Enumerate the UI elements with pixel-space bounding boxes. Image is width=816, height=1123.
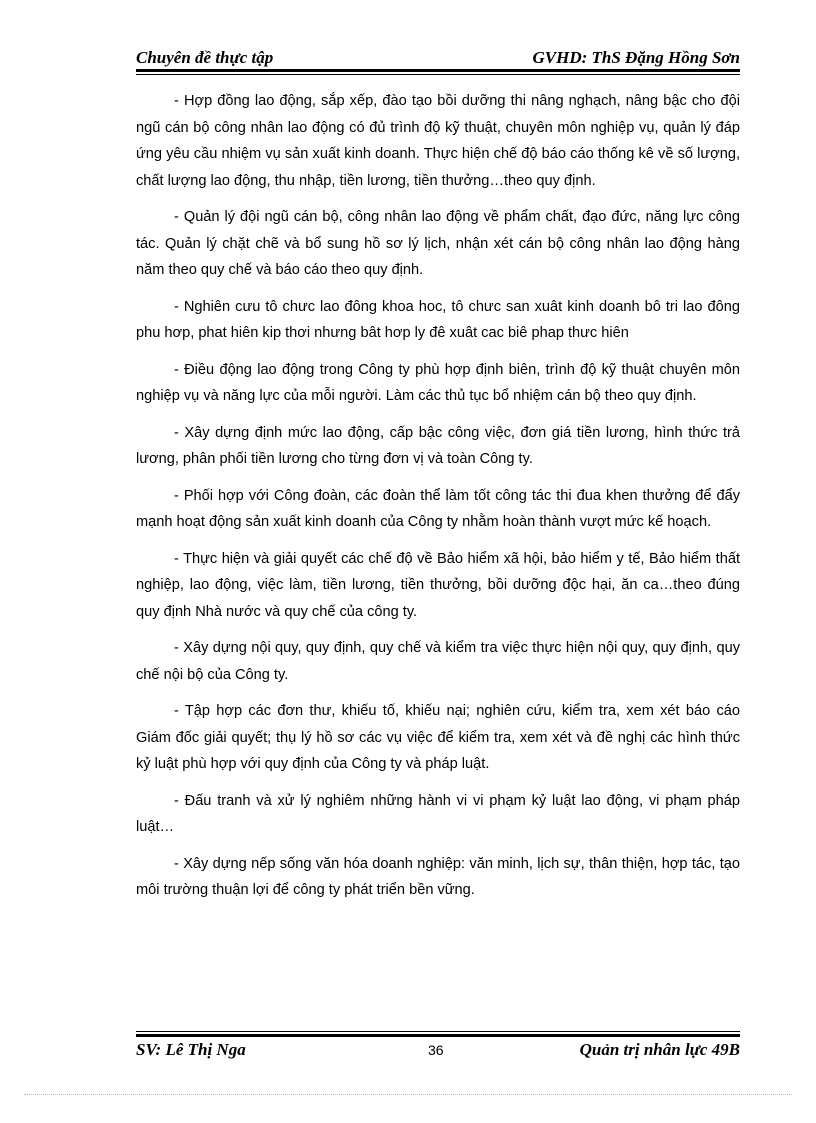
footer-rule-thick [136,1034,740,1037]
paragraph: - Quản lý đội ngũ cán bộ, công nhân lao động về phẩm chất, đạo đức, năng lực công tác. Quản lý chặt chẽ và bổ sung hồ sơ lý lịch, nhận xét cán bộ công nhân lao động hàng năm theo quy chế và báo cáo theo quy định. [136,209,740,278]
page-header [136,48,740,70]
paragraph: - Nghiên cưu tô chưc lao đông khoa hoc, tô chưc san xuât kinh doanh bô tri lao đông phu hơp, phat hiên kip thơi nhưng bât hơp ly đê xuât cac biê phap thưc hiên [136,298,740,341]
page-footer [136,1040,740,1062]
header-right-supervisor: GVHD: ThS Đặng Hồng Sơn [532,48,740,67]
header-rule-thick [136,69,740,72]
paragraph: - Hợp đồng lao động, sắp xếp, đào tạo bồi dưỡng thi nâng nghạch, nâng bậc cho đội ngũ cán bộ công nhân lao động có đủ trình độ kỹ thuật, chuyên môn nghiệp vụ, quản lý đáp ứng yêu cầu nhiệm vụ sản xuất kinh doanh. Thực hiện chế độ báo cáo thống kê về số lượng, chất lượng lao động, thu nhập, tiền lương, tiền thưởng…theo quy định. [136,93,740,189]
paragraph: - Xây dựng định mức lao động, cấp bậc công việc, đơn giá tiền lương, hình thức trả lương, phân phối tiền lương cho từng đơn vị và toàn Công ty. [136,424,740,467]
paragraph: - Xây dựng nếp sống văn hóa doanh nghiệp: văn minh, lịch sự, thân thiện, hợp tác, tạo môi trường thuận lợi để công ty phát triển bền vững. [136,855,740,898]
paragraph: - Phối hợp với Công đoàn, các đoàn thể làm tốt công tác thi đua khen thưởng để đẩy mạnh hoạt động sản xuất kinh doanh của Công ty nhằm hoàn thành vượt mức kế hoạch. [136,487,740,530]
footer-class-name: Quản trị nhân lực 49B [579,1040,740,1059]
document-body [136,88,740,914]
paragraph: - Xây dựng nội quy, quy định, quy chế và kiểm tra việc thực hiện nội quy, quy định, quy chế nội bộ của Công ty. [136,640,740,683]
footer-student-name: SV: Lê Thị Nga [136,1040,246,1059]
page-number: 36 [428,1042,444,1058]
page-edge-dotted-line [24,1094,792,1095]
paragraph: - Đấu tranh và xử lý nghiêm những hành vi vi phạm kỷ luật lao động, vi phạm pháp luật… [136,792,740,835]
header-rule-thin [136,74,740,75]
header-left-title: Chuyên đề thực tập [136,48,274,67]
paragraph: - Điều động lao động trong Công ty phù hợp định biên, trình độ kỹ thuật chuyên môn nghiệp vụ và năng lực của mỗi người. Làm các thủ tục bổ nhiệm cán bộ theo quy định. [136,361,740,404]
footer-rule-thin [136,1031,740,1032]
paragraph: - Tập hợp các đơn thư, khiếu tố, khiếu nại; nghiên cứu, kiểm tra, xem xét báo cáo Giám đốc giải quyết; thụ lý hồ sơ các vụ việc để kiểm tra, xem xét và đề nghị các hình thức kỷ luật phù hợp với quy định của Công ty và pháp luật. [136,703,740,772]
paragraph: - Thực hiện và giải quyết các chế độ về Bảo hiểm xã hội, bảo hiểm y tế, Bảo hiểm thất nghiệp, lao động, việc làm, tiền lương, tiền thưởng, bồi dưỡng độc hại, ăn ca…theo đúng quy định Nhà nước và quy chế của công ty. [136,550,740,620]
